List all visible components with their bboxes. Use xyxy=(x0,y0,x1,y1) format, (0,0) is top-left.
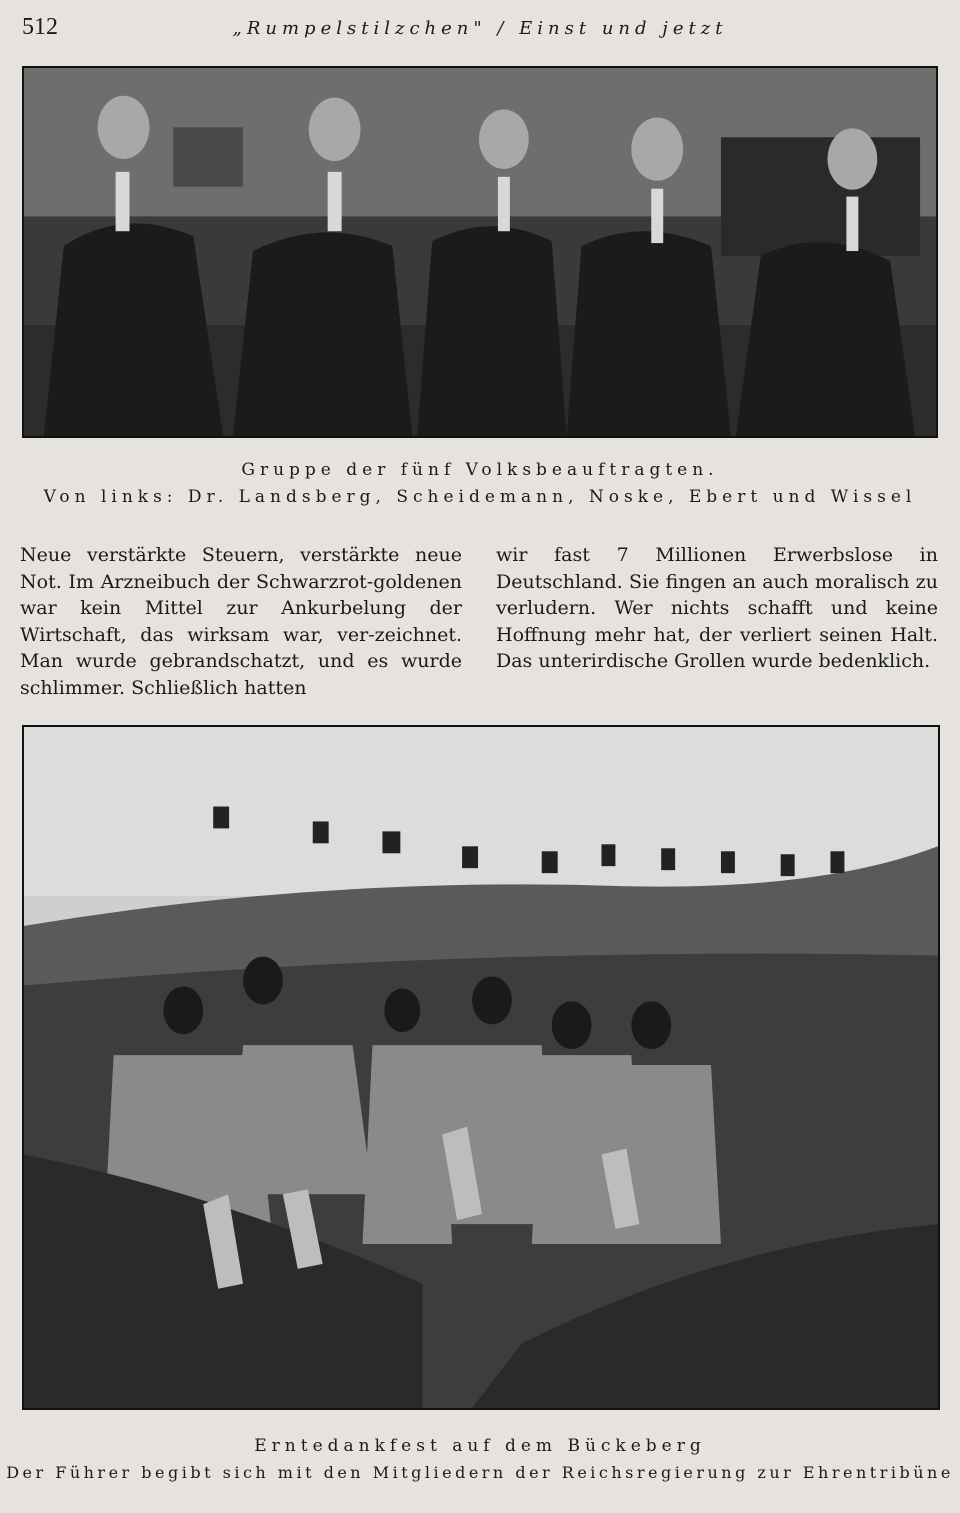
body-text-left-column: Neue verstärkte Steuern, verstärkte neue Not. Im Arzneibuch der Schwarzrot-goldenen war kein Mittel zur Ankurbelung der Wirtschaft, das wirksam war, ver-zeichnet. Man wurde gebrandschatzt, und es wurde schlimmer. Schließlich hatten xyxy=(20,544,462,699)
photo2-caption-line1: Erntedankfest auf dem Bückeberg xyxy=(254,1436,706,1456)
photo1-caption-line2: Von links: Dr. Landsberg, Scheidemann, Noske, Ebert und Wissel xyxy=(43,487,917,507)
photo1-caption-line1: Gruppe der fünf Volksbeauftragten. xyxy=(241,460,719,480)
page-number: 512 xyxy=(22,14,58,40)
photo2-caption-line2: Der Führer begibt sich mit den Mitgliedern der Reichsregierung zur Ehrentribüne xyxy=(6,1463,954,1482)
body-text-right-column: wir fast 7 Millionen Erwerbslose in Deutschland. Sie fingen an auch moralisch zu verludern. Wer nichts schafft und keine Hoffnung mehr hat, der verliert seinen Halt. Das unterirdische Grollen wurde bedenklich. xyxy=(496,544,938,672)
running-head: „Rumpelstilzchen" / Einst und jetzt xyxy=(232,18,728,39)
crowd-photo xyxy=(22,725,940,1410)
group-photo xyxy=(22,66,938,438)
